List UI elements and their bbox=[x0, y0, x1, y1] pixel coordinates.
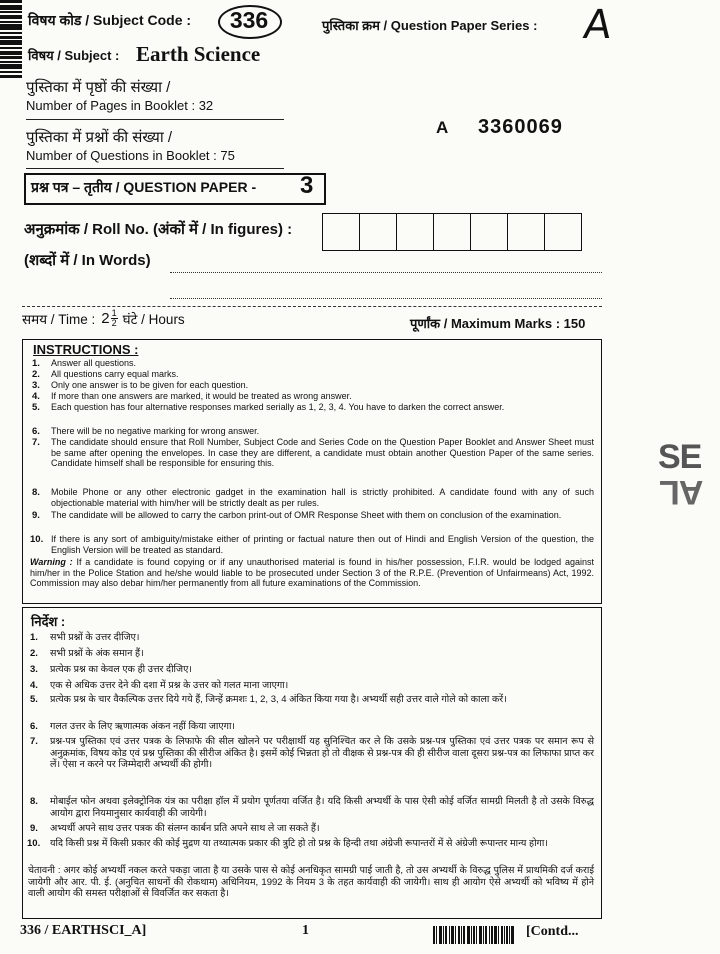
hi-item-6: गलत उत्तर के लिए ऋणात्मक अंकन नहीं किया जाएगा। bbox=[50, 721, 236, 732]
questions-label-hi: पुस्तिका में प्रश्नों की संख्या / bbox=[26, 129, 173, 146]
roll-words-line-2[interactable] bbox=[170, 298, 602, 299]
hi-num-5: 5. bbox=[30, 694, 38, 705]
en-item-2: All questions carry equal marks. bbox=[51, 369, 179, 379]
hi-item-7: प्रश्न-पत्र पुस्तिका एवं उत्तर पत्रक के लिफाफे की सील खोलने पर परीक्षार्थी यह सुनिश्चित कर ले कि उसके प्रश्न-पत्र पुस्तिका एवं उत्तर पत्रक पर समान रूप से अनुक्रमांक, विषय कोड एवं प्रश्न पुस्तिका की सीरीज अंकित है। इसमें कोई भिन्नता हो तो वीक्षक से प्रश्न-पत्र की ही सीरीज वाला दूसरा प्रश्न-पत्र का लिफाफा प्राप्त कर लें। ऐसा न करने पर जिम्मेदारी अभ्यर्थी की होगी। bbox=[50, 736, 594, 770]
series-handwritten: A bbox=[580, 2, 615, 48]
hi-num-1: 1. bbox=[30, 632, 38, 643]
hi-num-7: 7. bbox=[30, 736, 38, 747]
roll-words-label: (शब्दों में / In Words) bbox=[24, 252, 151, 269]
time-prefix: समय / Time : bbox=[22, 311, 96, 327]
hi-item-4: एक से अधिक उत्तर देने की दशा में प्रश्न के उत्तर को गलत माना जाएगा। bbox=[50, 680, 289, 691]
instructions-hindi-title: निर्देश : bbox=[31, 614, 66, 629]
booklet-series-letter: A bbox=[436, 118, 449, 137]
divider-time bbox=[22, 306, 602, 307]
subject-label: विषय / Subject : bbox=[28, 48, 120, 63]
en-item-5: Each question has four alternative responses marked serially as 1, 2, 3, 4. You have to darken the correct answer. bbox=[51, 402, 505, 412]
hi-item-10: यदि किसी प्रश्न में किसी प्रकार की कोई मुद्रण या तथ्यात्मक प्रकार की त्रुटि हो तो प्रश्न के हिन्दी तथा अंग्रेजी रूपान्तरों में से अंग्रेजी रूपान्तर मान्य होगा। bbox=[50, 838, 548, 849]
warning-en bbox=[30, 557, 594, 589]
en-num-4: 4. bbox=[32, 391, 40, 402]
hi-num-9: 9. bbox=[30, 823, 38, 834]
time-fraction bbox=[111, 309, 118, 328]
en-item-4: If more than one answers are marked, it would be treated as wrong answer. bbox=[51, 391, 352, 401]
en-num-7: 7. bbox=[32, 437, 40, 448]
en-item-8: Mobile Phone or any other electronic gadget in the examination hall is strictly prohibited. A candidate found with any of such objectionable material with him/her will be strictly dealt as per rules. bbox=[51, 487, 594, 508]
series-label: पुस्तिका क्रम / Question Paper Series : bbox=[322, 18, 538, 33]
en-num-10: 10. bbox=[30, 534, 44, 545]
hi-num-3: 3. bbox=[30, 664, 38, 675]
en-item-7: The candidate should ensure that Roll Number, Subject Code and Series Code on the Question Paper Booklet and Answer Sheet must be same after opening the envelopes. In case they are different, a candidate must obtain another Question Paper of the same series. Candidate himself shall be responsible for ensuring this. bbox=[51, 437, 594, 468]
hi-item-2: सभी प्रश्नों के अंक समान हैं। bbox=[50, 648, 144, 659]
hi-num-8: 8. bbox=[30, 796, 38, 807]
subject-code-label: विषय कोड / Subject Code : bbox=[28, 12, 192, 28]
hi-item-3: प्रत्येक प्रश्न का केवल एक ही उत्तर दीजिए। bbox=[50, 664, 192, 675]
roll-digit-box[interactable] bbox=[434, 213, 471, 251]
pages-label-en: Number of Pages in Booklet : 32 bbox=[26, 98, 214, 113]
en-num-9: 9. bbox=[32, 510, 40, 521]
roll-digit-box[interactable] bbox=[471, 213, 508, 251]
hi-item-8: मोबाईल फोन अथवा इलेक्ट्रोनिक यंत्र का परीक्षा हॉल में प्रयोग पूर्णतया वर्जित है। यदि किसी अभ्यर्थी के पास ऐसी कोई वर्जित सामग्री मिलती है तो उसके विरुद्ध आयोग द्वारा नियमानुसार कार्यवाही की जायेगी। bbox=[50, 796, 594, 819]
instructions-title: INSTRUCTIONS : bbox=[33, 342, 139, 357]
divider-pages bbox=[26, 119, 284, 120]
hi-num-2: 2. bbox=[30, 648, 38, 659]
en-item-10: If there is any sort of ambiguity/mistake either of printing or factual nature then out of Hindi and English Version of the question, the English Version will be treated as standard. bbox=[51, 534, 594, 555]
en-num-6: 6. bbox=[32, 426, 40, 437]
hi-num-10: 10. bbox=[27, 838, 41, 849]
roll-no-boxes[interactable] bbox=[322, 213, 582, 251]
footer-code: 336 / EARTHSCI_A] bbox=[20, 923, 147, 938]
en-num-1: 1. bbox=[32, 358, 40, 369]
time-fraction-den: 2 bbox=[111, 318, 117, 328]
en-item-6: There will be no negative marking for wrong answer. bbox=[51, 426, 260, 436]
side-bleed-text-bottom: AL bbox=[660, 473, 704, 511]
footer-barcode bbox=[433, 926, 514, 944]
time-fraction-num: 1 bbox=[111, 308, 117, 318]
footer-page-number: 1 bbox=[302, 923, 309, 938]
warning-en-label: Warning : bbox=[30, 557, 73, 567]
time-whole: 2 bbox=[101, 310, 110, 327]
hi-item-1: सभी प्रश्नों के उत्तर दीजिए। bbox=[50, 632, 140, 643]
en-num-8: 8. bbox=[32, 487, 40, 498]
roll-digit-box[interactable] bbox=[360, 213, 397, 251]
en-num-2: 2. bbox=[32, 369, 40, 380]
warning-en-text: If a candidate is found copying or if any unauthorised material is found in his/her possession, F.I.R. would be lodged against him/her in the Police Station and he/she would liable to be prosecuted under Section 3 of the R.P.E. (Prevention of Unfairmeans) Act, 1992. Commission may also debar him/her permanently from all future examinations of the Commission. bbox=[30, 557, 594, 588]
roll-words-line-1[interactable] bbox=[170, 272, 602, 273]
roll-digit-box[interactable] bbox=[322, 213, 360, 251]
en-item-9: The candidate will be allowed to carry the carbon print-out of OMR Response Sheet with them on conclusion of the examination. bbox=[51, 510, 562, 520]
time-suffix: घंटे / Hours bbox=[122, 311, 185, 327]
max-marks: पूर्णांक / Maximum Marks : 150 bbox=[410, 316, 586, 331]
en-num-3: 3. bbox=[32, 380, 40, 391]
en-item-1: Answer all questions. bbox=[51, 358, 137, 368]
subject-name: Earth Science bbox=[136, 42, 261, 66]
divider-questions bbox=[26, 168, 284, 169]
warning-hi: चेतावनी : अगर कोई अभ्यर्थी नकल करते पकड़ा जाता है या उसके पास से कोई अनधिकृत सामग्री पाई जाती है, तो उस अभ्यर्थी के विरुद्ध पुलिस में प्राथमिकी दर्ज कराई जायेगी और आर. पी. ई. (अनुचित साधनों की रोकथाम) अधिनियम, 1992 के नियम 3 के तहत कार्यवाही की जायेगी। साथ ही आयोग ऐसे अभ्यर्थी को भविष्य में होने वाली आयोग की समस्त परीक्षाओं से विवर्जित कर सकता है। bbox=[28, 865, 594, 899]
roll-digit-box[interactable] bbox=[545, 213, 582, 251]
questions-label-en: Number of Questions in Booklet : 75 bbox=[26, 148, 235, 163]
hi-item-9: अभ्यर्थी अपने साथ उत्तर पत्रक की संलग्न कार्बन प्रति अपने साथ ले जा सकते हैं। bbox=[50, 823, 320, 834]
roll-no-label: अनुक्रमांक / Roll No. (अंकों में / In figures) : bbox=[24, 221, 293, 238]
roll-digit-box[interactable] bbox=[397, 213, 434, 251]
hi-num-6: 6. bbox=[30, 721, 38, 732]
question-paper-number: 3 bbox=[300, 172, 314, 199]
roll-digit-box[interactable] bbox=[508, 213, 545, 251]
pages-label-hi: पुस्तिका में पृष्ठों की संख्या / bbox=[26, 79, 171, 96]
time-label bbox=[22, 309, 185, 328]
en-num-5: 5. bbox=[32, 402, 40, 413]
subject-code: 336 bbox=[229, 7, 269, 33]
hi-item-5: प्रत्येक प्रश्न के चार वैकल्पिक उत्तर दिये गये हैं, जिन्हें क्रमशः 1, 2, 3, 4 अंकित किया गया है। अभ्यर्थी सही उत्तर वाले गोले को काला करें। bbox=[50, 694, 507, 705]
booklet-number: 3360069 bbox=[478, 116, 563, 138]
footer-contd: [Contd... bbox=[526, 924, 579, 939]
left-barcode bbox=[0, 0, 22, 90]
side-bleed-text-top: SE bbox=[658, 438, 702, 476]
question-paper-label: प्रश्न पत्र – तृतीय / QUESTION PAPER - bbox=[31, 179, 257, 195]
en-item-3: Only one answer is to be given for each question. bbox=[51, 380, 249, 390]
hi-num-4: 4. bbox=[30, 680, 38, 691]
